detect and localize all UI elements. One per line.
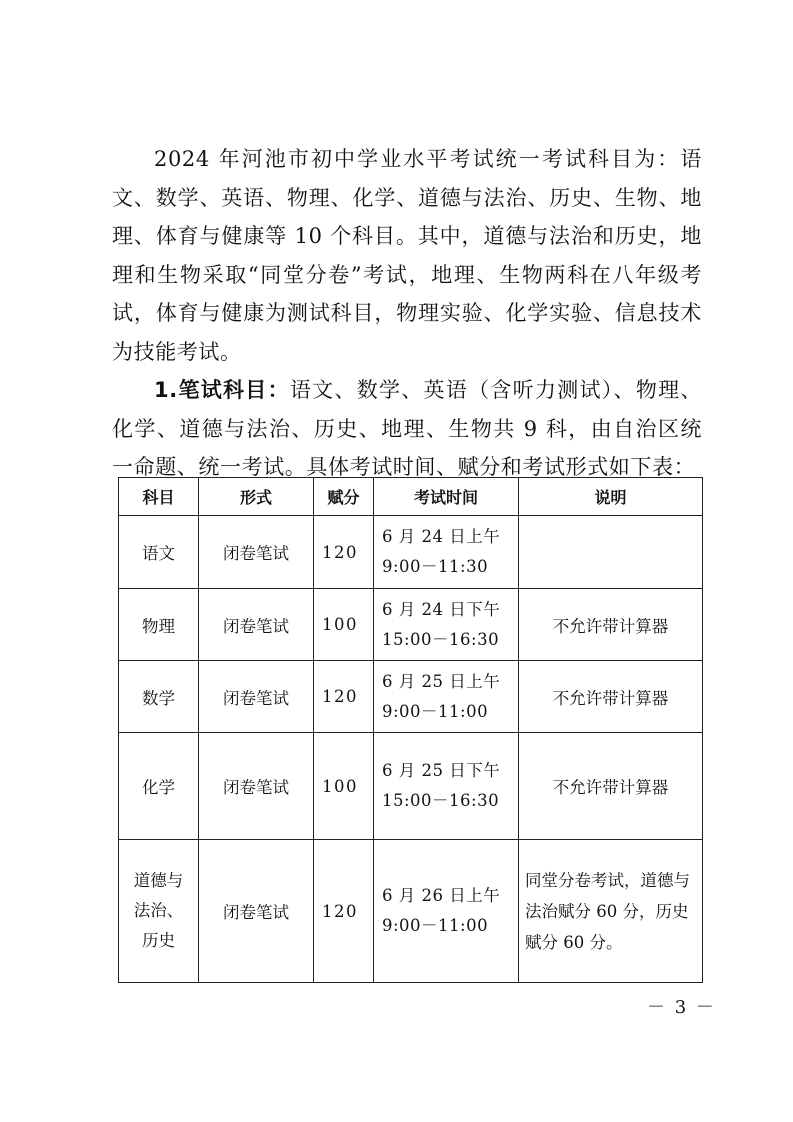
time-range: 15:00－16:30 bbox=[382, 791, 500, 810]
cell-form: 闭卷笔试 bbox=[199, 661, 314, 733]
time-range: 9:00－11:00 bbox=[382, 916, 489, 935]
cell-score: 120 bbox=[314, 840, 374, 983]
body-text bbox=[112, 140, 702, 487]
cell-time bbox=[374, 516, 519, 589]
time-range: 15:00－16:30 bbox=[382, 629, 500, 649]
subject-line: 道德与 bbox=[133, 871, 184, 890]
cell-score: 100 bbox=[314, 589, 374, 661]
cell-form: 闭卷笔试 bbox=[199, 840, 314, 983]
paragraph-written-exams bbox=[112, 371, 702, 487]
cell-subject bbox=[119, 840, 199, 983]
exam-schedule-table bbox=[118, 477, 703, 983]
cell-form: 闭卷笔试 bbox=[199, 516, 314, 589]
cell-subject: 化学 bbox=[119, 733, 199, 840]
cell-score: 120 bbox=[314, 516, 374, 589]
cell-subject: 数学 bbox=[119, 661, 199, 733]
header-score: 赋分 bbox=[314, 478, 374, 516]
page-number: － 3 － bbox=[647, 997, 716, 1018]
header-time: 考试时间 bbox=[374, 478, 519, 516]
cell-note: 同堂分卷考试，道德与法治赋分 60 分，历史赋分 60 分。 bbox=[519, 840, 703, 983]
section-heading-written: 1.笔试科目： bbox=[154, 378, 290, 402]
cell-form: 闭卷笔试 bbox=[199, 733, 314, 840]
cell-note: 不允许带计算器 bbox=[519, 733, 703, 840]
time-date: 6 月 24 日下午 bbox=[382, 599, 501, 619]
header-subject: 科目 bbox=[119, 478, 199, 516]
table-row bbox=[119, 589, 703, 661]
subject-line: 历史 bbox=[142, 931, 175, 950]
cell-note bbox=[519, 516, 703, 589]
time-date: 6 月 24 日上午 bbox=[382, 527, 501, 546]
time-date: 6 月 25 日下午 bbox=[382, 761, 501, 780]
cell-note: 不允许带计算器 bbox=[519, 589, 703, 661]
table-row bbox=[119, 733, 703, 840]
header-note: 说明 bbox=[519, 478, 703, 516]
time-range: 9:00－11:00 bbox=[382, 701, 489, 721]
table-header-row bbox=[119, 478, 703, 516]
cell-form: 闭卷笔试 bbox=[199, 589, 314, 661]
table-row bbox=[119, 516, 703, 589]
cell-time bbox=[374, 661, 519, 733]
cell-time bbox=[374, 589, 519, 661]
cell-note: 不允许带计算器 bbox=[519, 661, 703, 733]
table-row bbox=[119, 661, 703, 733]
cell-time bbox=[374, 733, 519, 840]
cell-subject: 语文 bbox=[119, 516, 199, 589]
paragraph-exam-subjects: 2024 年河池市初中学业水平考试统一考试科目为：语文、数学、英语、物理、化学、道德与法治、历史、生物、地理、体育与健康等 10 个科目。其中，道德与法治和历史，地理和生物采取“同堂分卷”考试，地理、生物两科在八年级考试，体育与健康为测试科目，物理实验、化学实验、信息技术为技能考试。 bbox=[112, 147, 702, 364]
time-date: 6 月 25 日上午 bbox=[382, 671, 501, 691]
header-form: 形式 bbox=[199, 478, 314, 516]
time-range: 9:00－11:30 bbox=[382, 557, 489, 576]
table-row bbox=[119, 840, 703, 983]
time-date: 6 月 26 日上午 bbox=[382, 886, 501, 905]
subject-line: 法治、 bbox=[133, 901, 184, 920]
cell-score: 100 bbox=[314, 733, 374, 840]
cell-score: 120 bbox=[314, 661, 374, 733]
cell-time bbox=[374, 840, 519, 983]
cell-subject: 物理 bbox=[119, 589, 199, 661]
paragraph-written-body: 语文、数学、英语（含听力测试）、物理、化学、道德与法治、历史、地理、生物共 9 科，由自治区统一命题、统一考试。具体考试时间、赋分和考试形式如下表： bbox=[112, 378, 702, 479]
